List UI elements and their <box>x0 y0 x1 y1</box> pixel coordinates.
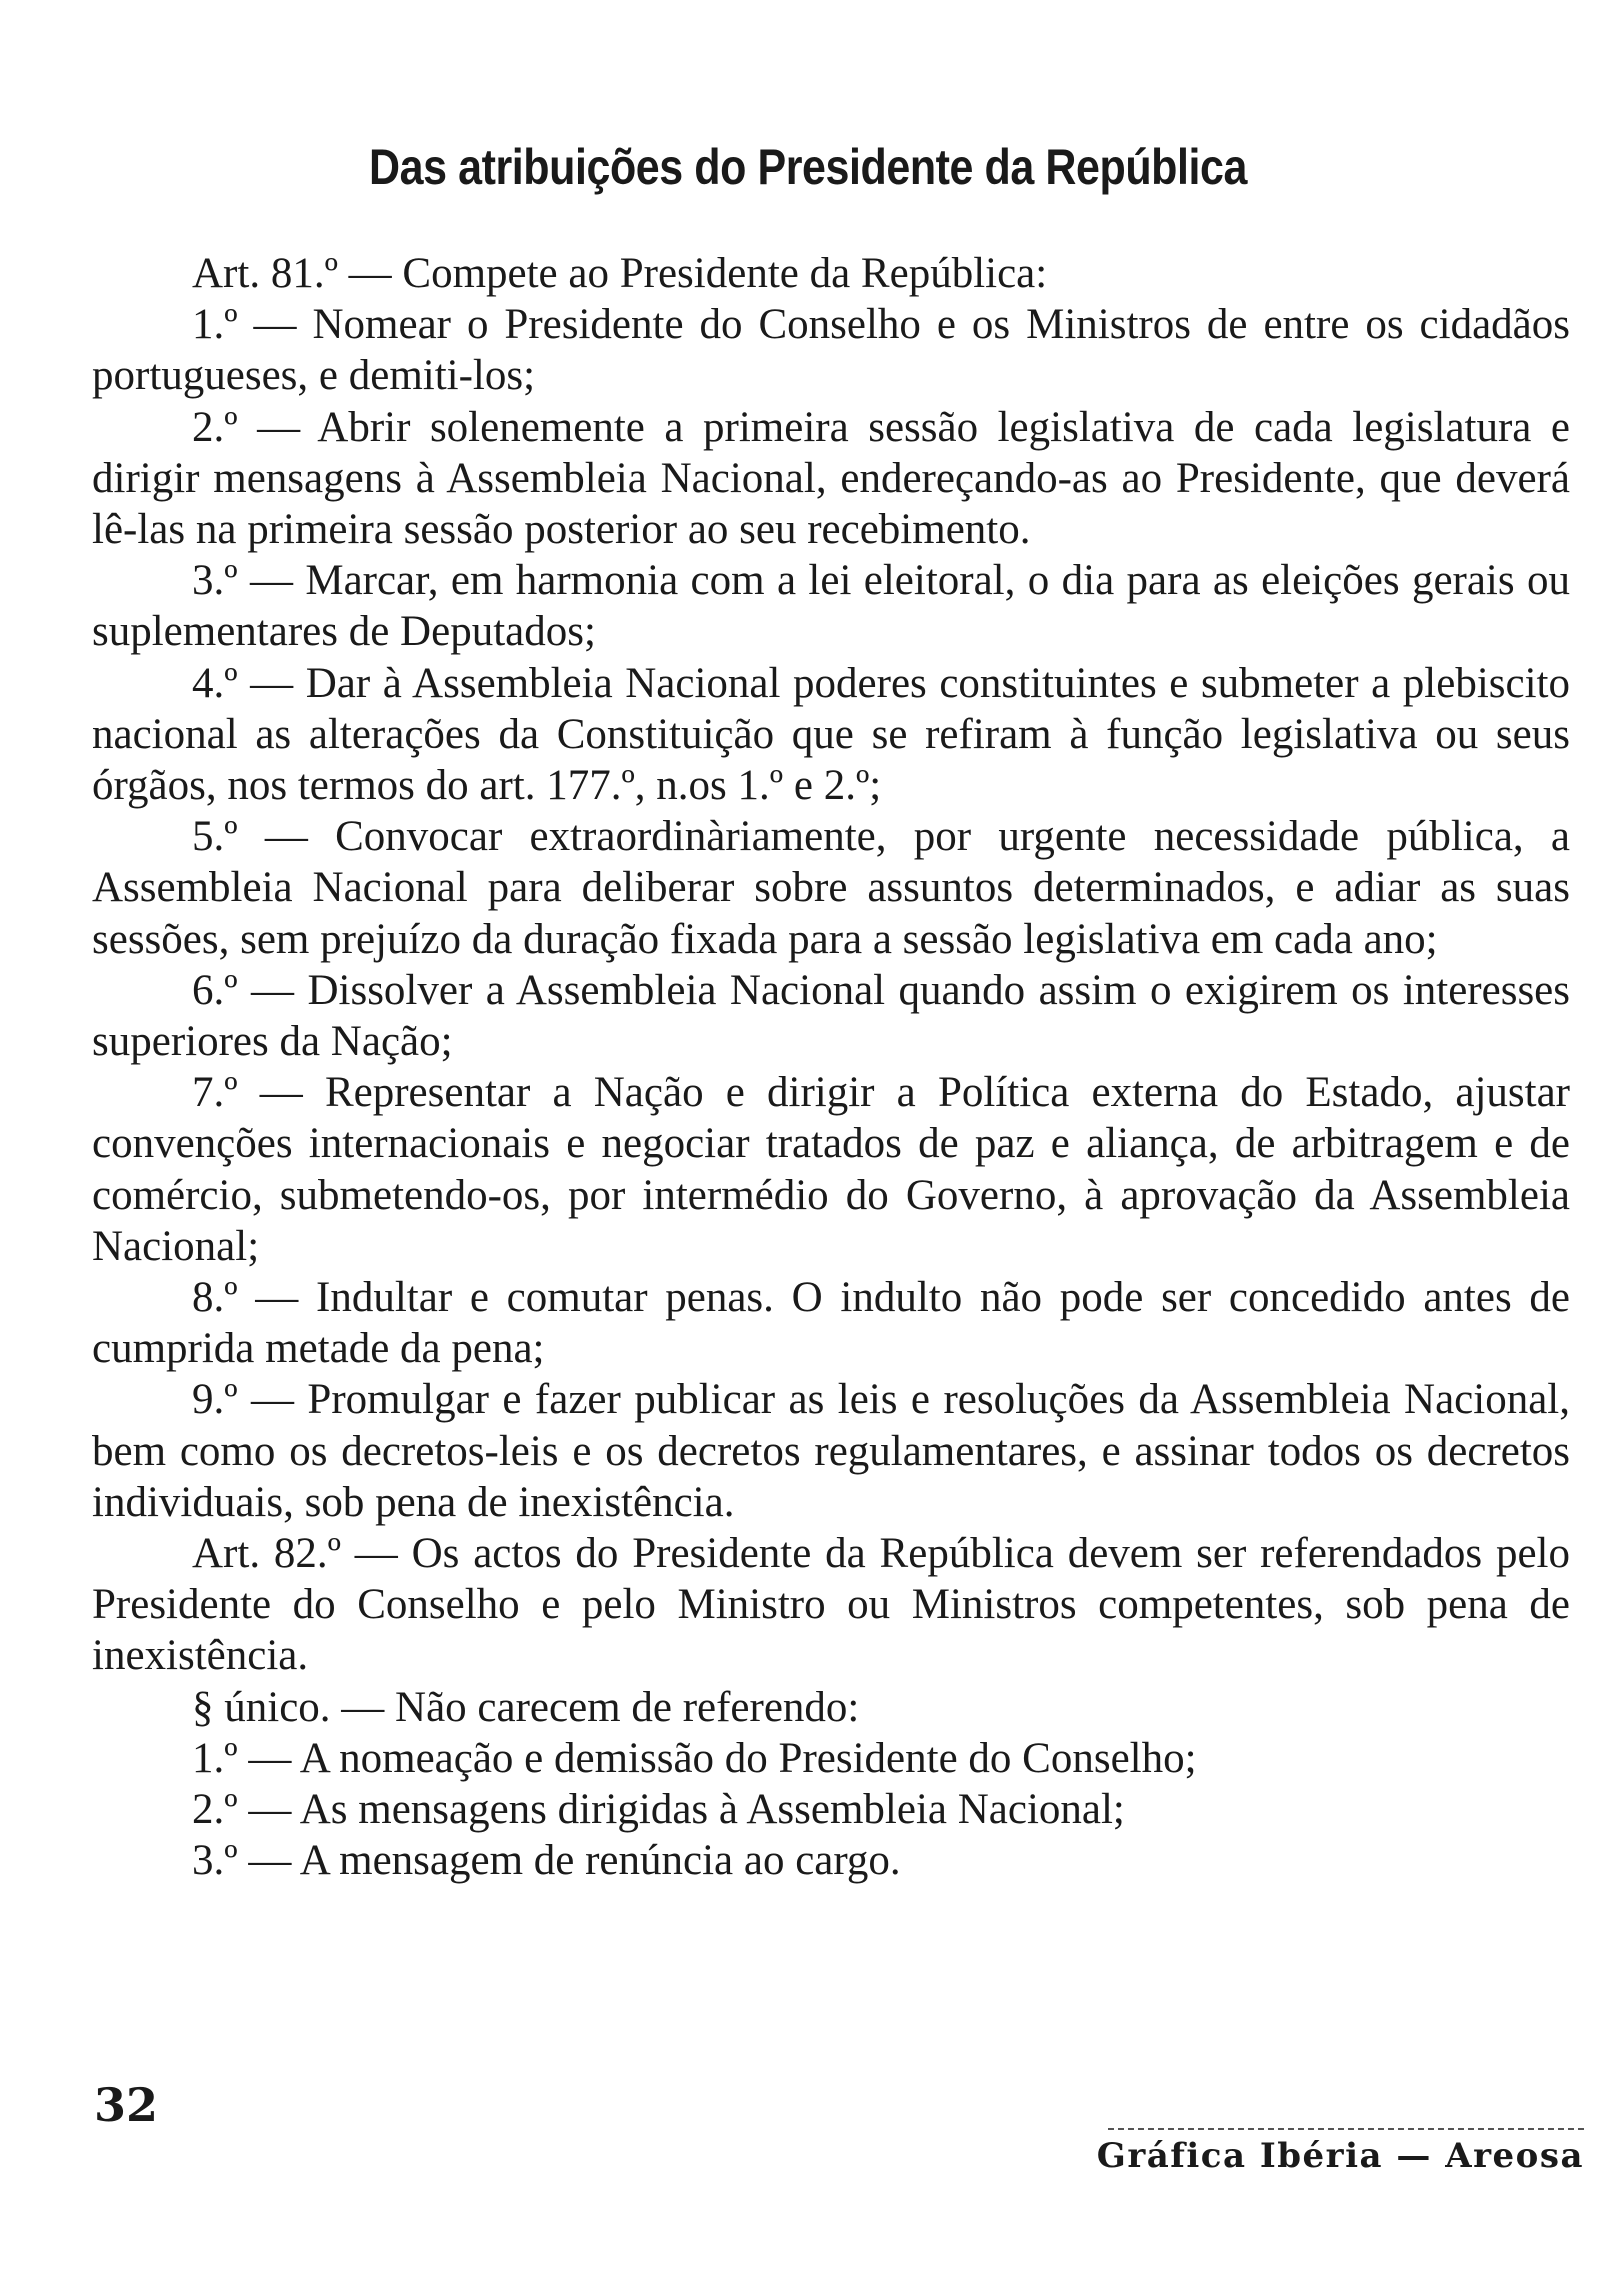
paragraph-art-82: Art. 82.º — Os actos do Presidente da República devem ser referendados pelo Presidente do Conselho e pelo Ministro ou Ministros competentes, sob pena de inexistência. <box>92 1530 1570 1680</box>
printer-imprint: Gráfica Ibéria — Areosa <box>1096 2136 1584 2176</box>
paragraph-item-4: 4.º — Dar à Assembleia Nacional poderes constituintes e submeter a plebiscito nacional as alterações da Constituição que se refiram à função legislativa ou seus órgãos, nos termos do art. 177.º, n.os 1.º e 2.º; <box>92 659 1570 810</box>
section-heading: Das atribuições do Presidente da República <box>368 139 1248 195</box>
paragraph-item-2: 2.º — Abrir solenemente a primeira sessão legislativa de cada legislatura e dirigir mensagens à Assembleia Nacional, endereçando-as ao Presidente, que deverá lê-las na primeira sessão posterior ao seu recebimento. <box>92 403 1570 554</box>
paragraph-item-9: 9.º — Promulgar e fazer publicar as leis e resoluções da Assembleia Nacional, bem como os decretos-leis e os decretos regulamentares, e assinar todos os decretos individuais, sob pena de inexistência. <box>92 1376 1570 1526</box>
paragraph-item-5: 5.º — Convocar extraordinàriamente, por urgente necessidade pública, a Assembleia Nacional para deliberar sobre assuntos determinados, e adiar as suas sessões, sem prejuízo da duração fixada para a sessão legislativa em cada ano; <box>92 813 1570 963</box>
footer-divider <box>1108 2128 1584 2130</box>
paragraph-item-1: 1.º — Nomear o Presidente do Conselho e os Ministros de entre os cidadãos portugueses, e demiti-los; <box>92 301 1570 400</box>
paragraph-art-81: Art. 81.º — Compete ao Presidente da República: <box>192 250 1048 297</box>
paragraph-unico-item-2: 2.º — As mensagens dirigidas à Assembleia Nacional; <box>192 1786 1125 1834</box>
body-text <box>92 248 1570 1887</box>
page-number: 32 <box>94 2078 159 2132</box>
paragraph-unico: § único. — Não carecem de referendo: <box>192 1683 860 1731</box>
paragraph-unico-item-3: 3.º — A mensagem de renúncia ao cargo. <box>192 1837 901 1885</box>
paragraph-item-8: 8.º — Indultar e comutar penas. O indulto não pode ser concedido antes de cumprida metade da pena; <box>92 1274 1570 1373</box>
paragraph-item-3: 3.º — Marcar, em harmonia com a lei eleitoral, o dia para as eleições gerais ou suplementares de Deputados; <box>92 557 1570 656</box>
paragraph-item-7: 7.º — Representar a Nação e dirigir a Política externa do Estado, ajustar convenções internacionais e negociar tratados de paz e aliança, de arbitragem e de comércio, submetendo-os, por intermédio do Governo, à aprovação da Assembleia Nacional; <box>92 1069 1570 1270</box>
paragraph-unico-item-1: 1.º — A nomeação e demissão do Presidente do Conselho; <box>192 1734 1197 1782</box>
paragraph-item-6: 6.º — Dissolver a Assembleia Nacional quando assim o exigirem os interesses superiores da Nação; <box>92 966 1570 1066</box>
